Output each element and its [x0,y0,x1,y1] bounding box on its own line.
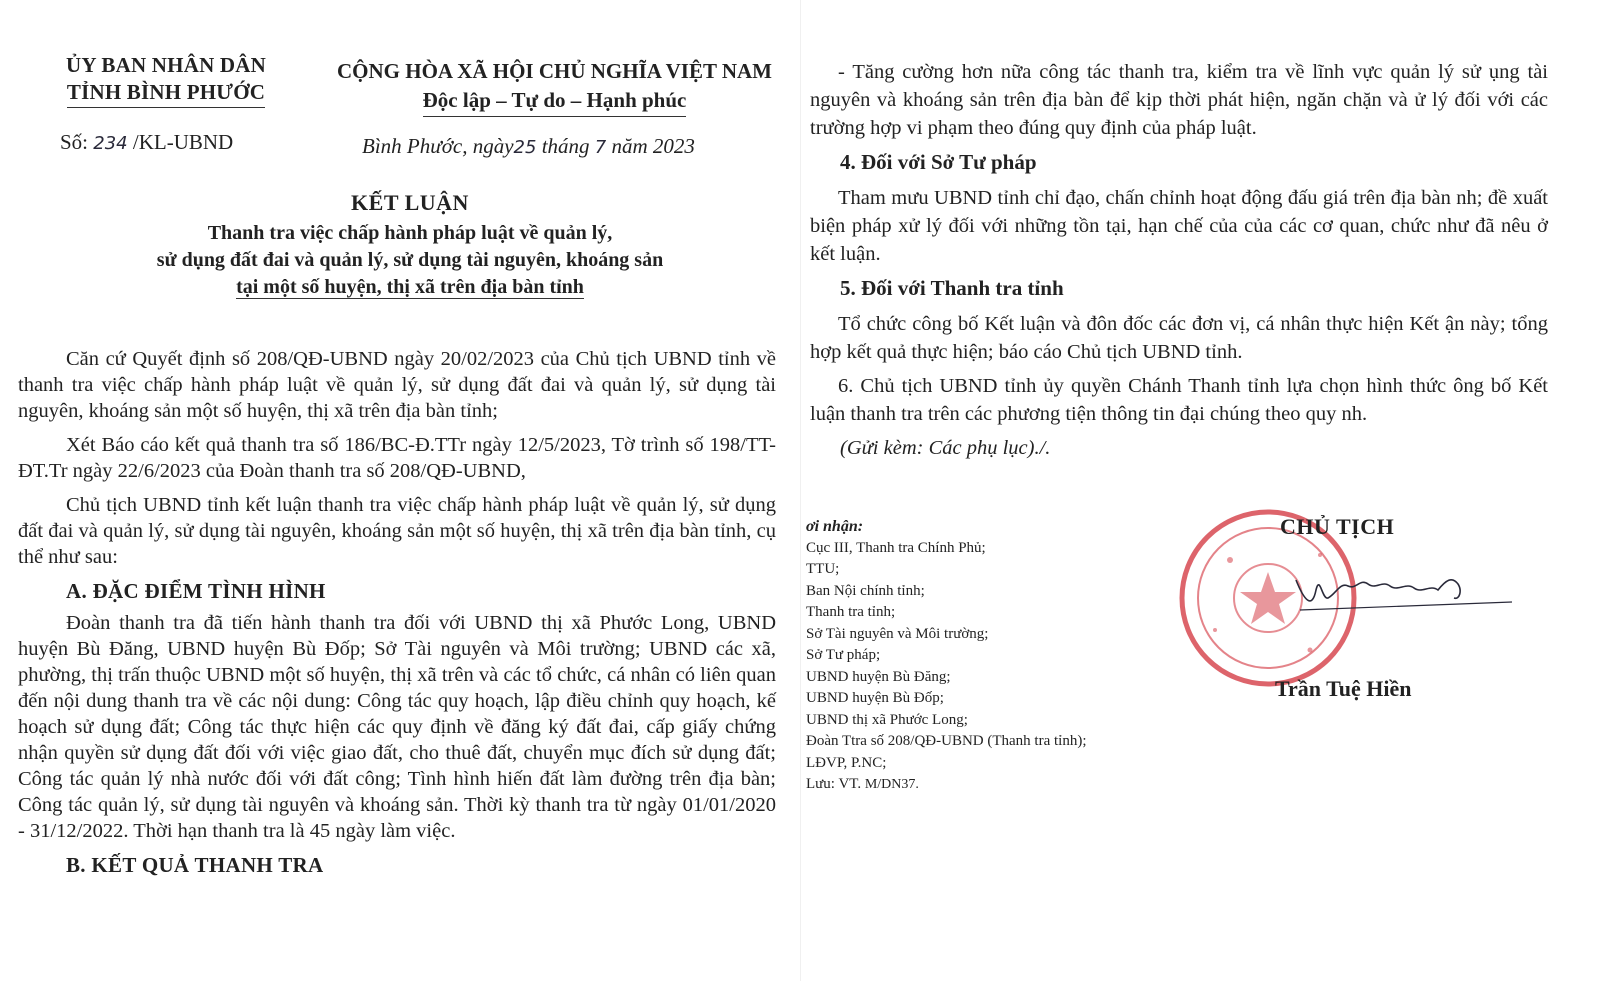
right-body [810,58,1548,462]
paragraph: Tổ chức công bố Kết luận và đôn đốc các đơn vị, cá nhân thực hiện Kết ận này; tổng hợp kết quả thực hiện; báo cáo Chủ tịch UBND tỉnh. [810,313,1548,363]
subtitle-line1: Thanh tra việc chấp hành pháp luật về quản lý, [207,222,613,244]
document-title: KẾT LUẬN [351,190,469,215]
right-page [800,0,1600,981]
recipient-item: Sở Tư pháp; [806,647,881,663]
signer-name: Trần Tuệ Hiền [1275,676,1412,701]
section-heading-4: 4. Đối với Sở Tư pháp [840,150,1037,174]
left-body [18,346,776,884]
recipient-item: UBND huyện Bù Đăng; [806,668,951,685]
docno-suffix: /KL-UBND [132,130,234,154]
docno-handwritten: 234 [93,133,128,154]
docno-prefix: Số: [60,130,89,154]
recipient-item: Đoàn Ttra số 208/QĐ-UBND (Thanh tra tỉnh); [806,733,1087,749]
place-date [362,134,695,159]
org-line1: ỦY BAN NHÂN DÂN [66,53,266,77]
paragraph: Chủ tịch UBND tỉnh kết luận thanh tra việc chấp hành pháp luật về quản lý, sử dụng đất đai và quản lý, sử dụng tài nguyên, khoáng sản một số huyện, thị xã trên địa bàn tỉnh, cụ thể như sau: [18,494,776,568]
subtitle-line2: sử dụng đất đai và quản lý, sử dụng tài nguyên, khoáng sản [156,249,664,271]
recipient-item: Sở Tài nguyên và Môi trường; [806,625,989,642]
signer-title: CHỦ TỊCH [1280,514,1395,539]
attachment-note: (Gửi kèm: Các phụ lục)./. [840,437,1051,459]
recipient-storage: Lưu: VT. [806,776,862,792]
section-heading-b: B. KẾT QUẢ THANH TRA [66,853,324,877]
recipient-item: Ban Nội chính tỉnh; [806,582,925,599]
national-header [312,57,797,117]
storage-code: M/DN37. [864,777,919,792]
section-heading-a: A. ĐẶC ĐIỂM TÌNH HÌNH [66,579,326,603]
recipient-item [806,774,1186,796]
handwritten-signature-icon [1290,560,1520,620]
paragraph: Xét Báo cáo kết quả thanh tra số 186/BC-Đ.TTr ngày 12/5/2023, Tờ trình số 198/TT-ĐT.Tr ngày 22/6/2023 của Đoàn thanh tra số 208/QĐ-UBND, [18,434,776,482]
place-prefix: Bình Phước, ngày [362,134,514,158]
signature-block [1170,500,1560,720]
recipient-item: TTU; [806,561,840,577]
paragraph: 6. Chủ tịch UBND tỉnh ủy quyền Chánh Thanh tỉnh lựa chọn hình thức ông bố Kết luận thanh tra trên các phương tiện thông tin đại chúng theo quy nh. [810,375,1548,425]
nation-title: CỘNG HÒA XÃ HỘI CHỦ NGHĨA VIỆT NAM [336,59,773,83]
paragraph: Căn cứ Quyết định số 208/QĐ-UBND ngày 20/02/2023 của Chủ tịch UBND tỉnh về thanh tra việc chấp hành pháp luật về quản lý, sử dụng đất đai và quản lý, sử dụng tài nguyên, khoáng sản một số huyện, thị xã trên địa bàn tỉnh; [18,348,776,422]
date-month: 7 [594,137,607,158]
recipient-item: Thanh tra tỉnh; [806,604,896,620]
subtitle-line3: tại một số huyện, thị xã trên địa bàn tỉnh [236,276,584,298]
recipients-heading: ơi nhận: [806,518,864,535]
recipient-item: LĐVP, P.NC; [806,754,887,771]
date-day: 25 [513,137,537,158]
month-label: tháng [541,134,590,158]
document-number [60,130,233,155]
issuing-authority [40,52,292,108]
paragraph: Đoàn thanh tra đã tiến hành thanh tra đối với UBND thị xã Phước Long, UBND huyện Bù Đăng, UBND huyện Bù Đốp; Sở Tài nguyên và Môi trường; UBND các xã, phường, thị trấn thuộc UBND một số huyện, thị xã trên và các tổ chức, cá nhân có liên quan đến nội dung thanh tra về các nội dung: Công tác quy hoạch, lập điều chỉnh quy hoạch, kế hoạch sử dụng đất; Công tác thực hiện các quy định về đăng ký đất đai, cấp giấy chứng nhận quyền sử dụng đất đối với việc giao đất, cho thuê đất, chuyển mục đích sử dụng đất; Công tác quản lý nhà nước đối với đất công; Tình hình hiến đất làm đường trên địa bàn; Công tác quản lý, sử dụng tài nguyên và khoáng sản. Thời kỳ thanh tra từ ngày 01/01/2020 - 31/12/2022. Thời hạn thanh tra là 45 ngày làm việc. [18,612,776,842]
recipient-item: UBND thị xã Phước Long; [806,711,968,728]
year-label: năm 2023 [611,134,695,158]
recipient-item: UBND huyện Bù Đốp; [806,690,944,706]
paragraph: - Tăng cường hơn nữa công tác thanh tra, kiểm tra về lĩnh vực quản lý sử ụng tài nguyên và khoáng sản trên địa bàn để kịp thời phát hiện, ngăn chặn và ử lý đối với các trường hợp vi phạm theo đúng quy định của pháp luật. [810,61,1548,139]
org-line2: TỈNH BÌNH PHƯỚC [67,79,265,108]
document-subtitle [60,220,760,301]
section-heading-5: 5. Đối với Thanh tra tỉnh [840,276,1064,300]
nation-motto: Độc lập – Tự do – Hạnh phúc [423,86,687,117]
paragraph: Tham mưu UBND tỉnh chỉ đạo, chấn chỉnh hoạt động đấu giá trên địa bàn nh; đề xuất biện pháp xử lý đối với những tồn tại, hạn chế của của các cơ quan, chức như đã nêu ở kết luận. [810,187,1548,265]
recipient-item: Cục III, Thanh tra Chính Phủ; [806,539,986,556]
recipients-list [806,516,1186,796]
